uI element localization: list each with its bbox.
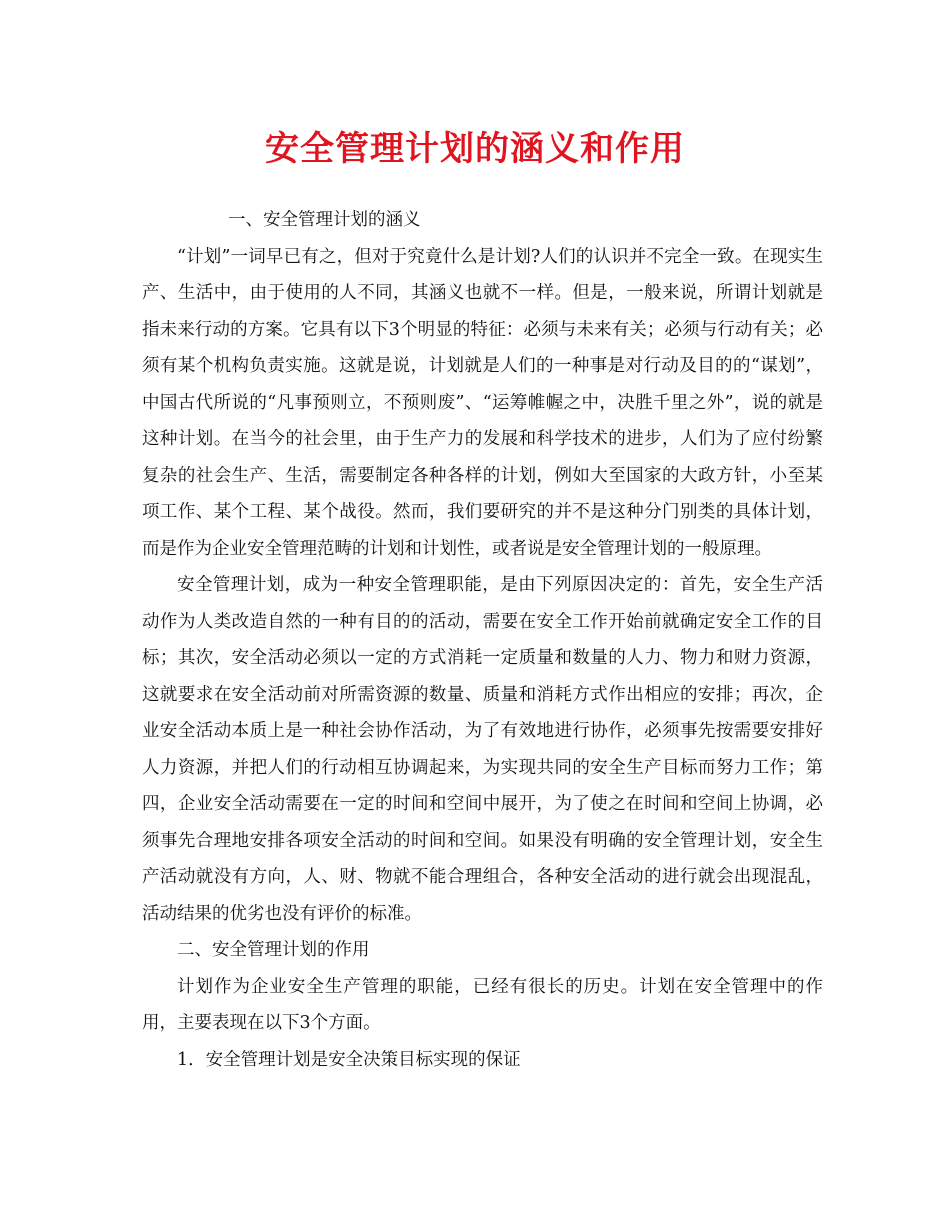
document-title: 安全管理计划的涵义和作用 (265, 129, 685, 169)
section-heading-role: 二、安全管理计划的作用 (177, 940, 370, 960)
paragraph-role: 计划作为企业安全生产管理的职能，已经有很长的历史。计划在安全管理中的作用，主要表现在以下3个方面。 (142, 976, 823, 1033)
subheading-guarantee: 1．安全管理计划是安全决策目标实现的保证 (177, 1049, 521, 1070)
section-heading-meaning: 一、安全管理计划的涵义 (228, 210, 421, 230)
paragraph-meaning: “计划”一词早已有之，但对于究竟什么是计划?人们的认识并不完全一致。在现实生产、生活中，由于使用的人不同，其涵义也就不一样。但是，一般来说，所谓计划就是指未来行动的方案。它具有以下3个明显的特征：必须与未来有关；必须与行动有关；必须有某个机构负责实施。这就是说，计划就是人们的一种事是对行动及目的的“谋划”，中国古代所说的“凡事预则立，不预则废”、“运筹帷幄之中，决胜千里之外”，说的就是这种计划。在当今的社会里，由于生产力的发展和科学技术的进步，人们为了应付纷繁复杂的社会生产、生活，需要制定各种各样的计划，例如大至国家的大政方针，小至某项工作、某个工程、某个战役。然而，我们要研究的并不是这种分门别类的具体计划，而是作为企业安全管理范畴的计划和计划性，或者说是安全管理计划的一般原理。 (142, 246, 823, 559)
paragraph-reasons: 安全管理计划，成为一种安全管理职能，是由下列原因决定的：首先，安全生产活动作为人类改造自然的一种有目的的活动，需要在安全工作开始前就确定安全工作的目标；其次，安全活动必须以一定的方式消耗一定质量和数量的人力、物力和财力资源，这就要求在安全活动前对所需资源的数量、质量和消耗方式作出相应的安排；再次，企业安全活动本质上是一种社会协作活动，为了有效地进行协作，必须事先按需要安排好人力资源，并把人们的行动相互协调起来，为实现共同的安全生产目标而努力工作；第四，企业安全活动需要在一定的时间和空间中展开，为了使之在时间和空间上协调，必须事先合理地安排各项安全活动的时间和空间。如果没有明确的安全管理计划，安全生产活动就没有方向，人、财、物就不能合理组合，各种安全活动的进行就会出现混乱，活动结果的优劣也没有评价的标准。 (142, 575, 823, 924)
document-body (142, 202, 823, 1078)
